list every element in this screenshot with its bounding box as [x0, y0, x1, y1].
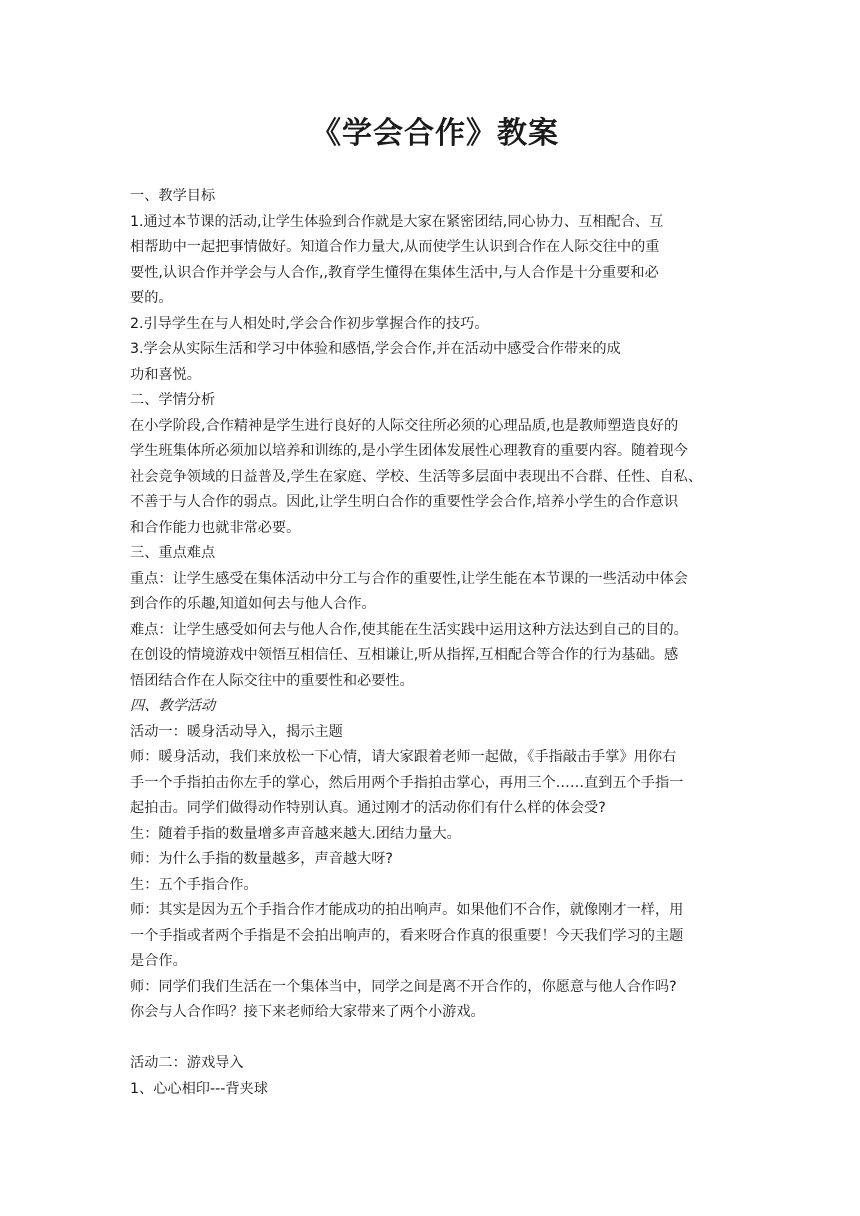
body-line: 要性,认识合作并学会与人合作,,教育学生懂得在集体生活中,与人合作是十分重要和必: [130, 264, 659, 281]
body-line: 悟团结合作在人际交往中的重要性和必要性。: [130, 672, 414, 689]
body-line: 活动一：暖身活动导入，揭示主题: [130, 723, 343, 740]
body-line: 师：为什么手指的数量越多，声音越大呀?: [130, 851, 393, 867]
body-line: 社会竞争领域的日益普及,学生在家庭、学校、生活等多层面中表现出不合群、任性、自私、: [130, 468, 703, 485]
body-line: 手一个手指拍击你左手的掌心，然后用两个手指拍击掌心，再用三个……直到五个手指一: [130, 774, 684, 791]
body-line: 3.学会从实际生活和学习中体验和感悟,学会合作,并在活动中感受合作带来的成: [130, 341, 621, 357]
body-line: 1.通过本节课的活动,让学生体验到合作就是大家在紧密团结,同心协力、互相配合、互: [130, 213, 664, 230]
body-line: 生：随着手指的数量增多声音越来越大.团结力量大。: [130, 825, 461, 842]
body-line: 到合作的乐趣,知道如何去与他人合作。: [130, 596, 376, 612]
body-line: 三、重点难点: [130, 545, 216, 561]
body-line: 一、教学目标: [130, 188, 216, 204]
body-line: 相帮助中一起把事情做好。知道合作力量大,从而使学生认识到合作在人际交往中的重: [130, 239, 660, 255]
body-line: 要的。: [130, 290, 173, 306]
body-line: 重点：让学生感受在集体活动中分工与合作的重要性,让学生能在本节课的一些活动中体会: [130, 570, 688, 587]
body-line: 师：暖身活动，我们来放松一下心情，请大家跟着老师一起做，《手指敲击手掌》用你右: [130, 749, 677, 765]
document-body: [130, 184, 740, 1102]
body-line: 1、心心相印---背夹球: [130, 1080, 268, 1097]
body-line: 生：五个手指合作。: [130, 876, 258, 893]
body-line: 难点：让学生感受如何去与他人合作,使其能在生活实践中运用这种方法达到自己的目的。: [130, 621, 688, 638]
body-line: 活动二：游戏导入: [130, 1055, 244, 1071]
body-line: 师：同学们我们生活在一个集体当中，同学之间是离不开合作的，你愿意与他人合作吗?: [130, 978, 677, 995]
body-line: 师：其实是因为五个手指合作才能成功的拍出响声。如果他们不合作，就像刚才一样，用: [130, 902, 684, 918]
body-line: 2.引导学生在与人相处时,学会合作初步掌握合作的技巧。: [130, 315, 489, 332]
body-line: 在创设的情境游戏中领悟互相信任、互相谦让,听从指挥,互相配合等合作的行为基础。感: [130, 647, 679, 663]
body-line: 二、学情分析: [130, 392, 216, 408]
body-line: 在小学阶段,合作精神是学生进行良好的人际交往所必须的心理品质,也是教师塑造良好的: [130, 417, 679, 434]
document-title: 《学会合作》教案: [311, 116, 559, 151]
body-line: 功和喜悦。: [130, 366, 201, 383]
body-line: 是合作。: [130, 953, 187, 969]
body-line: 和合作能力也就非常必要。: [130, 519, 301, 536]
body-line: 四、教学活动: [130, 698, 216, 714]
document-page: [130, 110, 740, 1102]
blank-line: [130, 1026, 740, 1052]
body-line: 你会与人合作吗？接下来老师给大家带来了两个小游戏。: [130, 1004, 485, 1020]
body-line: 一个手指或者两个手指是不会拍出响声的，看来呀合作真的很重要！今天我们学习的主题: [130, 927, 684, 944]
body-line: 学生班集体所必须加以培养和训练的,是小学生团体发展性心理教育的重要内容。随着现今: [130, 443, 688, 459]
body-line: 起拍击。同学们做得动作特别认真。通过刚才的活动你们有什么样的体会受?: [130, 800, 606, 816]
body-line: 不善于与人合作的弱点。因此,让学生明白合作的重要性学会合作,培养小学生的合作意识: [130, 494, 679, 510]
